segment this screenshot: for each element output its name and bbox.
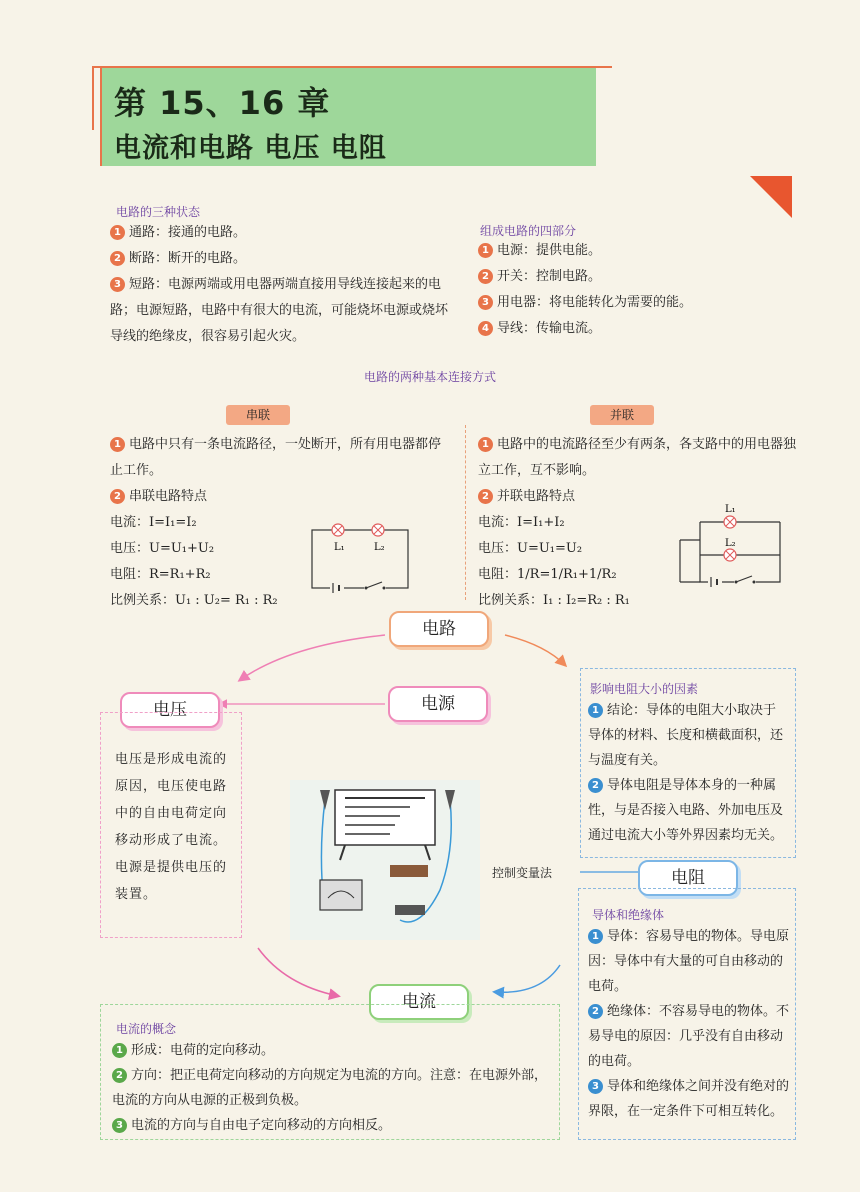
- node-current: 电流: [369, 984, 469, 1020]
- corner-triangle: [750, 176, 792, 218]
- parallel-features: 2 并联电路特点: [478, 484, 798, 510]
- node-voltage: 电压: [120, 692, 220, 728]
- series-ratio: 比例关系：U₁ : U₂= R₁ : R₂: [110, 593, 278, 608]
- chapter-title: 第 15、16 章: [114, 84, 331, 122]
- voltage-text: 电压是形成电流的原因，电压使电路中的自由电荷定向移动形成了电流。电源是提供电压的装置。: [115, 752, 228, 902]
- series-desc: 1 电路中只有一条电流路径，一处断开，所有用电器都停止工作。: [110, 437, 442, 478]
- state-item-open: 1 通路：接通的电路。: [110, 220, 455, 246]
- parts-heading: 组成电路的四部分: [480, 224, 577, 238]
- ammeter-icon: [320, 880, 362, 910]
- connections-heading: 电路的两种基本连接方式: [363, 370, 496, 384]
- part-item-source: 1 电源：提供电能。: [478, 238, 758, 264]
- factors-list: [588, 698, 788, 848]
- current-concept-list: [112, 1038, 552, 1138]
- parallel-label-l1: L₁: [725, 504, 736, 515]
- factors-heading: 影响电阻大小的因素: [590, 682, 699, 696]
- parallel-label-l2: L₂: [725, 538, 736, 549]
- method-label: 控制变量法: [492, 866, 553, 880]
- states-list: [110, 220, 455, 350]
- series-tag: 串联: [226, 405, 290, 425]
- series-voltage: 电压：U=U₁+U₂: [110, 541, 215, 556]
- current-item-direction: 2 方向：把正电荷定向移动的方向规定为电流的方向。注意：在电源外部，电流的方向从电源的正极到负极。: [112, 1068, 548, 1108]
- series-current: 电流：I=I₁=I₂: [110, 515, 197, 530]
- switch-icon: [395, 905, 425, 915]
- title-frame-left: [92, 66, 94, 130]
- parallel-desc: 1 电路中的电流路径至少有两条，各支路中的用电器独立工作，互不影响。: [478, 437, 797, 478]
- current-item-electrons: 3 电流的方向与自由电子定向移动的方向相反。: [112, 1113, 552, 1138]
- states-heading: 电路的三种状态: [116, 205, 201, 219]
- node-resistance: 电阻: [638, 860, 738, 896]
- series-circuit-diagram: [300, 520, 420, 595]
- parts-list: [478, 238, 758, 342]
- node-circuit: 电路: [389, 611, 489, 647]
- parallel-tag: 并联: [590, 405, 654, 425]
- parallel-resistance: 电阻：1/R=1/R₁+1/R₂: [478, 567, 617, 582]
- factor-item-property: 2 导体电阻是导体本身的一种属性，与是否接入电路、外加电压及通过电流大小等外界因素均无关。: [588, 778, 784, 843]
- conductors-heading: 导体和绝缘体: [592, 908, 665, 922]
- arrow-voltage-to-current: [258, 948, 338, 996]
- section-divider: [465, 425, 466, 600]
- arrow-circuit-to-voltage: [240, 635, 385, 680]
- current-concept-heading: 电流的概念: [116, 1022, 177, 1036]
- arrow-circuit-to-resistance: [505, 635, 565, 665]
- battery-pack-icon: [390, 865, 428, 877]
- part-item-load: 3 用电器：将电能转化为需要的能。: [478, 290, 758, 316]
- conductor-item-conductor: 1 导体：容易导电的物体。导电原因：导体中有大量的可自由移动的电荷。: [588, 929, 790, 994]
- parallel-circuit-diagram: [670, 500, 800, 595]
- conductors-list: [588, 924, 790, 1124]
- parallel-current: 电流：I=I₁+I₂: [478, 515, 565, 530]
- arrow-resistance-to-current: [495, 965, 560, 992]
- part-item-switch: 2 开关：控制电路。: [478, 264, 758, 290]
- node-source: 电源: [388, 686, 488, 722]
- series-label-l1: L₁: [334, 542, 345, 553]
- part-item-wire: 4 导线：传输电流。: [478, 316, 758, 342]
- factor-item-conclusion: 1 结论：导体的电阻大小取决于导体的材料、长度和横截面积，还与温度有关。: [588, 703, 784, 768]
- chapter-subtitle: 电流和电路 电压 电阻: [114, 133, 387, 164]
- series-label-l2: L₂: [374, 542, 385, 553]
- state-item-short: 3 短路：电源两端或用电器两端直接用导线连接起来的电路；电源短路，电路中有很大的电流，可能烧坏电源或烧坏导线的绝缘皮，很容易引起火灾。: [110, 277, 449, 344]
- parallel-ratio: 比例关系：I₁ : I₂=R₂ : R₁: [478, 593, 630, 608]
- state-item-break: 2 断路：断开的电路。: [110, 246, 455, 272]
- series-resistance: 电阻：R=R₁+R₂: [110, 567, 211, 582]
- parallel-voltage: 电压：U=U₁=U₂: [478, 541, 583, 556]
- conductor-item-insulator: 2 绝缘体：不容易导电的物体。不易导电的原因：几乎没有自由移动的电荷。: [588, 1004, 790, 1069]
- current-item-formation: 1 形成：电荷的定向移动。: [112, 1038, 552, 1063]
- series-features: 2 串联电路特点: [110, 484, 450, 510]
- lab-apparatus-illustration: [290, 780, 480, 940]
- conductor-item-boundary: 3 导体和绝缘体之间并没有绝对的界限，在一定条件下可相互转化。: [588, 1079, 790, 1119]
